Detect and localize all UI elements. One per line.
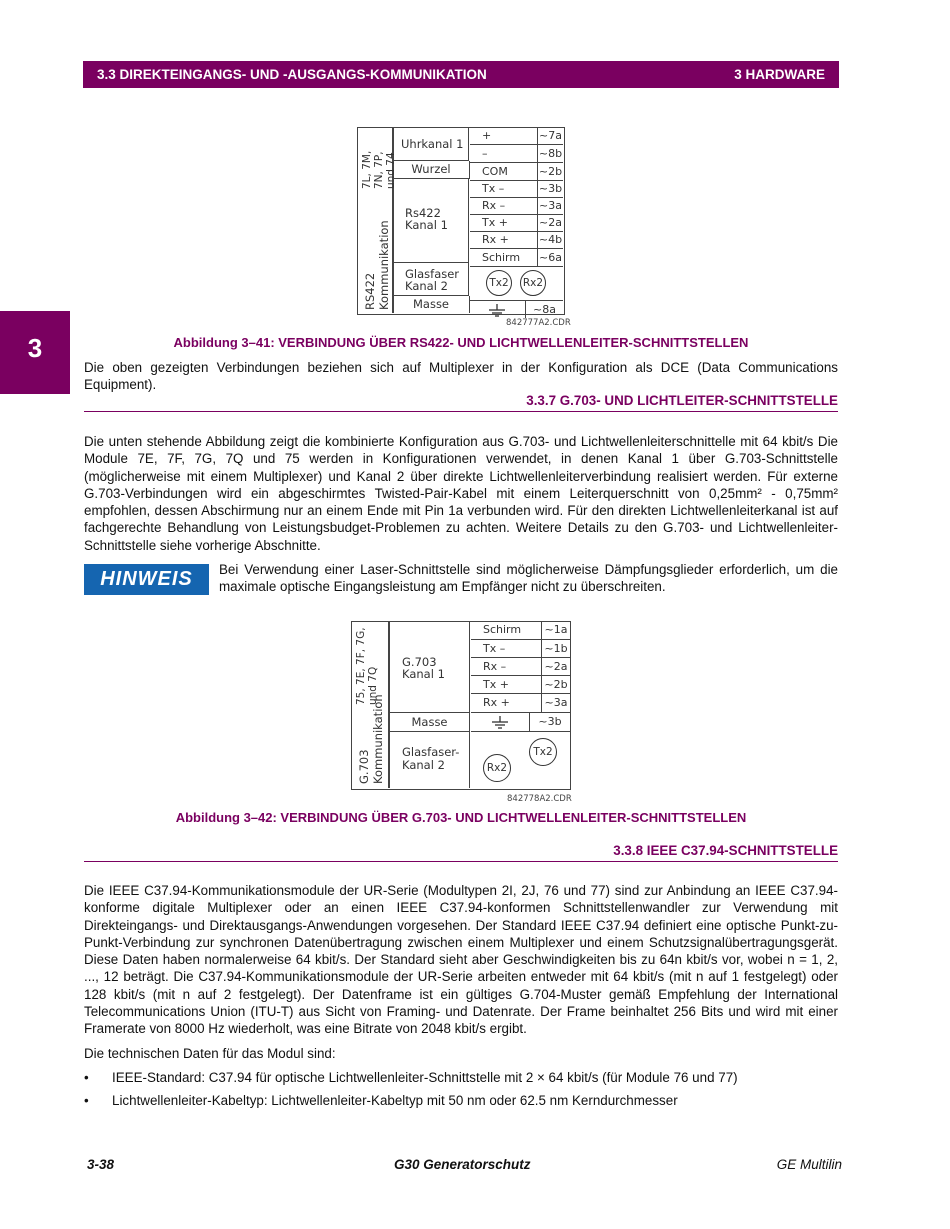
fig42-row	[471, 658, 570, 676]
c3794-paragraph: Die IEEE C37.94-Kommunikationsmodule der UR-Serie (Modultypen 2I, 2J, 76 und 77) sind zur Anbindung an IEEE C37.94-konforme digitale Multiplexer oder an einen IEEE C37.94-konformen Schnittstellenwandler zur Verwendung mit Direkteingangs- und Direktausgangs-Anwendungen vorgesehen. Der Standard IEEE C37.94 definiert eine optische Punkt-zu-Punkt-Verbindung zur synchronen Datenübertragung zwischen einem Multiplexer und einem Schutzsignalübertragungsgerät. Diese Daten haben normalerweise 64 kbit/s. Der Standard sieht aber Geschwindigkeiten bis zu 64n kbit/s vor, wobei n = 1, 2, ..., 12 beträgt. Die C37.94-Kommunikationsmodule der UR-Serie arbeiten entweder mit 64 kbit/s (mit n auf 1 festgelegt) oder 128 kbit/s (mit n auf 2 festgelegt). Der Datenframe ist ein gültiges G.704-Muster gemäß Empfehlung der International Telecommunications Union (ITU-T) aus Sicht von Framing- und Datenrate. Der Frame beinhaltet 256 Bits und wird mit einer Framerate von 8000 Hz wiederholt, was eine Bitrate von 2048 kbit/s ergibt.	[84, 883, 838, 1037]
fig41-vertical-label-bottom: RS422 Kommunikation	[363, 220, 391, 310]
note-badge: HINWEIS	[84, 564, 209, 595]
fig42-row	[471, 621, 570, 640]
fig41-vertical-label-top: 7L, 7M, 7N, 7P, und 74	[361, 150, 397, 189]
footer-brand: GE Multilin	[776, 1157, 842, 1172]
fig41-row	[470, 145, 563, 163]
fig41-row	[470, 127, 563, 145]
fig41-tx2-port-icon: Tx2	[486, 270, 512, 296]
fig42-terminal: ~1a	[544, 623, 568, 636]
ground-symbol-icon	[471, 713, 530, 731]
fig41-terminal: ~7a	[539, 129, 562, 142]
footer-title: G30 Generatorschutz	[394, 1157, 531, 1172]
fig42-rx2-port-icon: Rx2	[483, 754, 511, 782]
fig42-ground-row	[471, 713, 570, 732]
fig42-ground-label: Masse	[390, 713, 470, 732]
fig42-row	[471, 694, 570, 713]
fig42-row	[471, 676, 570, 694]
fig41-clock-channel-label: Uhrkanal 1	[393, 127, 469, 161]
fig42-tx2-port-icon: Tx2	[529, 738, 557, 766]
fig41-signal: Schirm	[470, 249, 538, 266]
fig42-terminal: ~3a	[544, 696, 568, 709]
fig42-ground-terminal: ~3b	[538, 715, 562, 728]
fig42-vertical-label-bottom: G.703 Kommunikation	[357, 694, 385, 784]
fig41-rs422-channel-label: Rs422 Kanal 1	[393, 179, 469, 263]
figure-g703-diagram	[351, 621, 573, 791]
ground-symbol-icon	[470, 301, 526, 318]
fig41-terminal: ~4b	[538, 233, 563, 246]
fig41-terminal: ~2b	[538, 165, 563, 178]
fig41-signal: Tx +	[470, 215, 538, 231]
page-header	[83, 61, 839, 88]
fig41-signal: COM	[470, 163, 538, 180]
fig41-terminal: ~8b	[538, 147, 563, 160]
fig41-terminal: ~3a	[539, 199, 562, 212]
note-text: Bei Verwendung einer Laser-Schnittstelle sind möglicherweise Dämpfungsglieder erforderlich, um die maximale optische Eingangsleistung am Empfänger nicht zu überschreiten.	[219, 562, 838, 595]
fig42-terminal: ~2b	[544, 678, 568, 691]
section-heading-337: 3.3.7 G.703- UND LICHTLEITER-SCHNITTSTELLE	[84, 393, 838, 412]
fig41-signal: Tx –	[470, 181, 538, 197]
fig41-caption: Abbildung 3–41: VERBINDUNG ÜBER RS422- UND LICHTWELLENLEITER-SCHNITTSTELLEN	[173, 335, 749, 350]
fig42-vertical-label-top: 75, 7E, 7F, 7G, und 7Q	[355, 627, 379, 705]
fig41-row	[470, 198, 563, 215]
fig42-signal: Tx –	[471, 640, 542, 657]
fig42-signal: Tx +	[471, 676, 542, 693]
fig42-terminal: ~1b	[544, 642, 568, 655]
fig42-fiber-ports	[471, 732, 570, 788]
fig41-signal: –	[470, 145, 538, 162]
fig41-row	[470, 215, 563, 232]
fig41-row	[470, 249, 563, 267]
fig41-signal: Rx –	[470, 198, 538, 214]
list-item: • Lichtwellenleiter-Kabeltyp: Lichtwellenleiter-Kabeltyp mit 50 nm oder 62.5 nm Kerndurchmesser	[84, 1093, 838, 1108]
section-heading-338: 3.3.8 IEEE C37.94-SCHNITTSTELLE	[84, 843, 838, 862]
fig41-terminal: ~6a	[539, 251, 562, 264]
fig41-row	[470, 181, 563, 198]
fig42-signal: Schirm	[471, 621, 542, 639]
fig42-row	[471, 640, 570, 658]
header-section-title: 3.3 DIREKTEINGANGS- UND -AUSGANGS-KOMMUNIKATION	[97, 67, 487, 82]
footer-page-number: 3-38	[87, 1157, 115, 1172]
list-item: • IEEE-Standard: C37.94 für optische Lichtwellenleiter-Schnittstelle mit 2 × 64 kbit/s (für Module 76 und 77)	[84, 1070, 838, 1085]
fig42-terminal: ~2a	[544, 660, 568, 673]
fig41-file-code: 842777A2.CDR	[506, 318, 571, 328]
fig41-ground-label: Masse	[393, 296, 470, 313]
fig42-g703-channel-label: G.703 Kanal 1	[390, 621, 470, 713]
fig42-signal: Rx –	[471, 658, 542, 675]
fig41-fiber-channel-label: Glasfaser Kanal 2	[393, 263, 469, 296]
fig42-signal: Rx +	[471, 694, 542, 712]
fig41-terminal: ~2a	[539, 216, 562, 229]
tech-data-intro: Die technischen Daten für das Modul sind:	[84, 1046, 336, 1061]
fig42-caption: Abbildung 3–42: VERBINDUNG ÜBER G.703- UND LICHTWELLENLEITER-SCHNITTSTELLEN	[175, 810, 747, 825]
dce-paragraph: Die oben gezeigten Verbindungen beziehen sich auf Multiplexer in der Konfiguration als DCE (Data Communications Equipment).	[84, 360, 838, 393]
fig41-signal: Rx +	[470, 232, 538, 248]
fig41-terminal-table	[470, 127, 563, 318]
g703-paragraph: Die unten stehende Abbildung zeigt die kombinierte Konfiguration aus G.703- und Lichtwellenleiterschnittelle mit 64 kbit/s Die Module 7E, 7F, 7G, 7Q und 75 werden in Konfigurationen verwendet, in denen Kanal 1 über G.703-Schnittstelle (möglicherweise mit einem Multiplexer) und Kanal 2 über direkte Lichtwellenleiterverbindung realisiert werden. Für externe G.703-Verbindungen wird ein abgeschirmtes Twisted-Pair-Kabel mit einem Leiterquerschnitt von 0,25mm² - 0,75mm² empfohlen, dessen Abschirmung nur an einem Ende mit Pin 1a verbunden wird. Für den direkten Lichtwellenleiterkanal ist auf fachgerechte Behandlung von Leistungsbudget-Problemen zu achten. Weitere Details zu den G.703- und Lichtwellenleiter-Schnittstelle siehe vorherige Abschnitte.	[84, 434, 838, 553]
fig41-signal: +	[470, 127, 538, 144]
header-chapter-title: 3 HARDWARE	[734, 67, 825, 82]
tech-data-list	[84, 1070, 838, 1116]
fig41-root-label: Wurzel	[393, 161, 470, 179]
fig41-row	[470, 163, 563, 181]
fig42-fiber-channel-label: Glasfaser-Kanal 2	[390, 732, 470, 788]
fig42-terminal-table	[471, 621, 570, 788]
fig41-terminal: ~3b	[538, 182, 563, 195]
figure-rs422-diagram	[357, 127, 567, 315]
fig41-rx2-port-icon: Rx2	[520, 270, 546, 296]
fig41-ground-terminal: ~8a	[533, 303, 556, 316]
fig42-file-code: 842778A2.CDR	[507, 794, 572, 804]
chapter-tab: 3	[0, 311, 70, 394]
fig41-ground-row	[470, 301, 563, 318]
fig41-row	[470, 232, 563, 249]
fig41-fiber-ports	[470, 267, 563, 301]
